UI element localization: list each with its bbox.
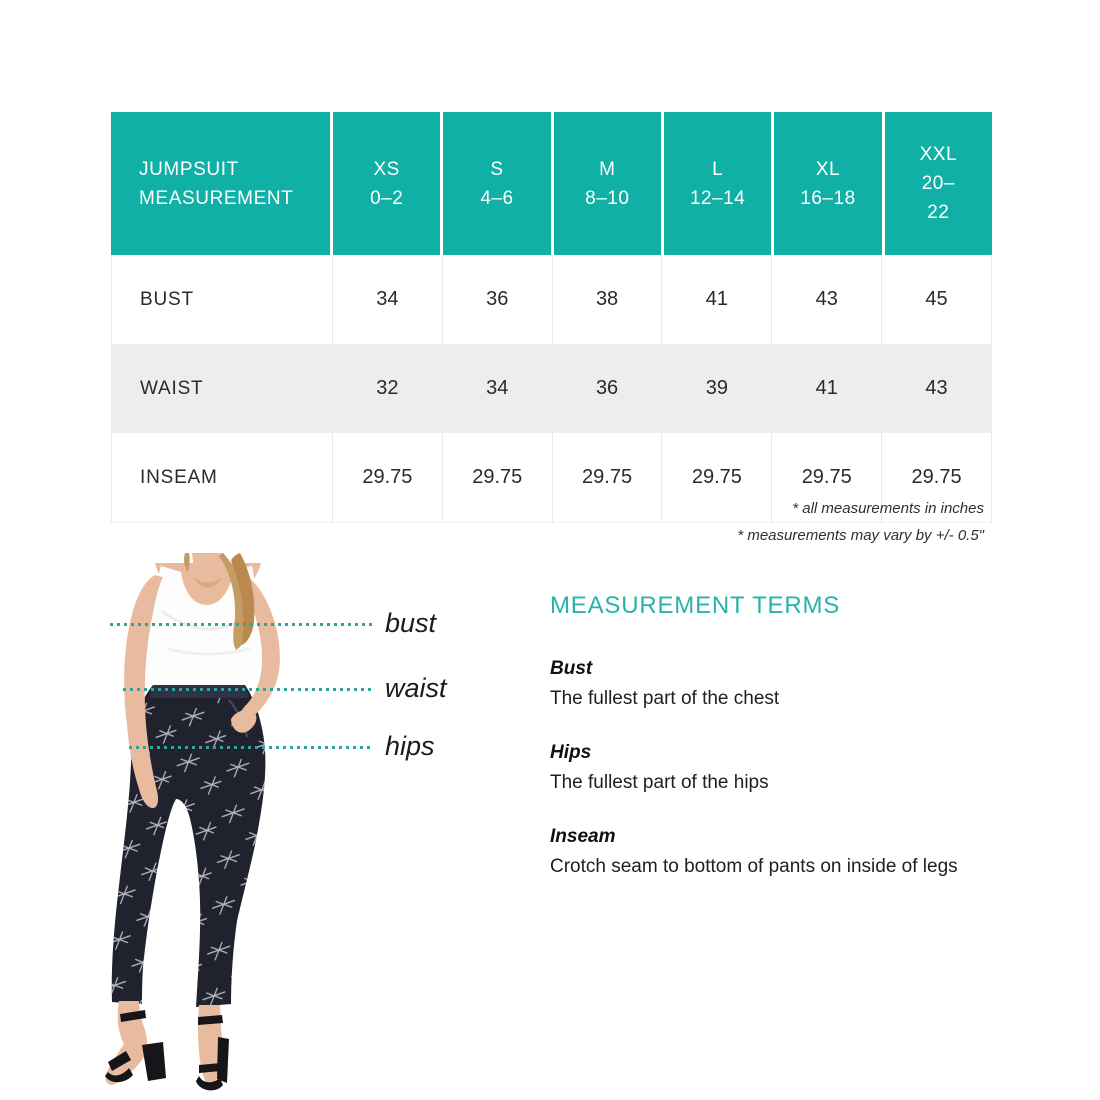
- cell-inseam-xs: 29.75: [333, 433, 443, 522]
- cell-bust-s: 36: [443, 255, 553, 344]
- cell-waist-xxl: 43: [925, 377, 948, 399]
- cell-waist-l: 39: [705, 377, 729, 399]
- column-header-xxl: [885, 112, 992, 255]
- waist-dotted-line: [123, 688, 372, 691]
- cell-bust-xl: 43: [772, 255, 882, 344]
- term-name: Inseam: [550, 826, 616, 847]
- measurement-terms-section: [550, 592, 982, 910]
- cell-waist-xl: 41: [815, 377, 838, 399]
- size-name: S: [490, 158, 504, 180]
- size-table-body: [111, 255, 992, 523]
- size-name: M: [599, 158, 616, 180]
- size-range: 0–2: [370, 187, 404, 209]
- waist-line-label: waist: [385, 673, 447, 703]
- size-range: 8–10: [585, 187, 630, 209]
- size-range: 20–22: [921, 173, 955, 223]
- row-label: WAIST: [140, 377, 204, 399]
- term-name: Hips: [550, 742, 592, 763]
- cell-inseam-s: 29.75: [443, 433, 553, 522]
- cell-inseam-xl: 29.75: [772, 433, 882, 522]
- table-header-label: JUMPSUIT MEASUREMENT: [111, 112, 333, 255]
- size-name: L: [712, 158, 724, 180]
- table-row-waist: [111, 344, 992, 433]
- cell-waist-xs: 32: [376, 377, 399, 399]
- column-header-xs: [333, 112, 443, 255]
- size-range: 4–6: [480, 187, 514, 209]
- term-bust: [550, 658, 982, 713]
- cell-bust-l: 41: [662, 255, 772, 344]
- term-definition: Crotch seam to bottom of pants on inside of legs: [550, 856, 958, 877]
- note-measurement-variance: * measurements may vary by +/- 0.5": [737, 527, 984, 544]
- cell-waist-m: 36: [595, 377, 619, 399]
- bust-dotted-line: [110, 623, 372, 626]
- size-range: 12–14: [689, 187, 746, 209]
- row-label: INSEAM: [112, 433, 333, 522]
- cell-bust-m: 38: [553, 255, 663, 344]
- row-label: BUST: [112, 255, 333, 344]
- measurement-terms-title: MEASUREMENT TERMS: [550, 592, 841, 619]
- size-range: 16–18: [800, 187, 856, 209]
- size-table: [111, 112, 992, 544]
- size-name: XL: [815, 158, 841, 180]
- note-measurements-in-inches: * all measurements in inches: [792, 500, 984, 517]
- column-header-m: [554, 112, 664, 255]
- size-name: XXL: [919, 144, 958, 165]
- term-inseam: [550, 826, 982, 881]
- hips-dotted-line: [129, 746, 372, 749]
- column-header-s: [443, 112, 553, 255]
- bust-line-label: bust: [385, 608, 437, 638]
- term-definition: The fullest part of the hips: [550, 772, 769, 793]
- table-row-bust: [111, 255, 992, 344]
- hips-line-label: hips: [385, 731, 435, 761]
- term-name: Bust: [550, 658, 593, 679]
- size-table-header-row: [111, 112, 992, 255]
- term-definition: The fullest part of the chest: [550, 688, 780, 709]
- model-figure-illustration: [95, 553, 325, 1100]
- cell-inseam-xxl: 29.75: [911, 466, 962, 488]
- cell-inseam-l: 29.75: [662, 433, 772, 522]
- size-name: XS: [373, 158, 400, 180]
- cell-inseam-m: 29.75: [553, 433, 663, 522]
- cell-bust-xxl: 45: [925, 288, 948, 310]
- cell-bust-xs: 34: [333, 255, 443, 344]
- cell-waist-s: 34: [486, 377, 509, 399]
- column-header-xl: [774, 112, 884, 255]
- column-header-l: [664, 112, 774, 255]
- model-photo: [95, 553, 325, 1100]
- term-hips: [550, 742, 982, 797]
